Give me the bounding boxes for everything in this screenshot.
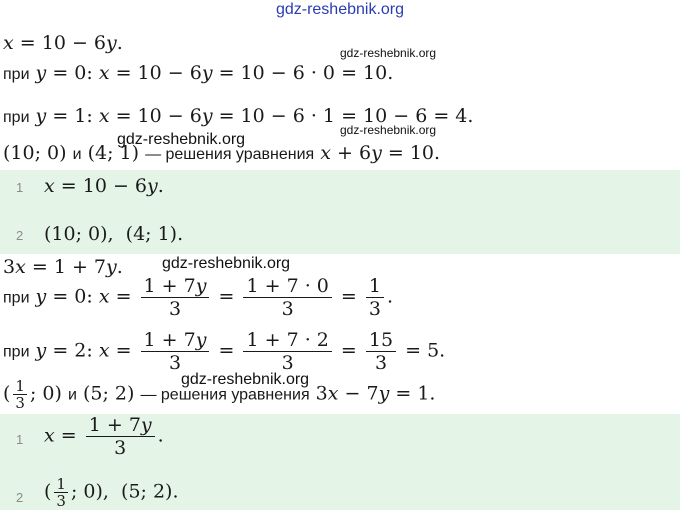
watermark: gdz-reshebnik.org (181, 371, 310, 388)
answer-line: ( $\frac{1}{3}$ ; 0), (5; 2). (44, 475, 179, 510)
line-number: 2 (16, 490, 24, 505)
case-line: при y = 2: x = $\frac{1 + 7y}{3}$ = $\frac{1 + 7 \cdot 2}{3}$ = $\frac{15}{3}$ = 5. (3, 329, 446, 374)
answer-line: (10; 0), (4; 1). (44, 223, 184, 245)
answer-line: x = $\frac{1 + 7y}{3}$ . (44, 414, 164, 459)
line-number: 1 (16, 180, 24, 195)
case-line: при y = 0: x = 10 − 6y = 10 − 6 · 0 = 10. (3, 62, 394, 84)
watermark: gdz-reshebnik.org (340, 46, 437, 60)
conclusion-line: ( $\frac{1}{3}$ ; 0) и (5; 2) — решения уравнения 3x − 7y = 1. (3, 377, 436, 412)
case-line: при y = 1: x = 10 − 6y = 10 − 6 · 1 = 10 − 6 = 4. (3, 105, 474, 127)
watermark-top: gdz-reshebnik.org (275, 1, 405, 18)
equation-line: x = 10 − 6y. (3, 32, 123, 54)
watermark: gdz-reshebnik.org (340, 123, 437, 137)
answer-line: x = 10 − 6y. (44, 175, 164, 197)
watermark: gdz-reshebnik.org (162, 255, 291, 272)
line-number: 1 (16, 432, 24, 447)
answer-box (0, 170, 680, 254)
answer-box (0, 414, 680, 510)
conclusion-line: (10; 0) и (4; 1) — решения уравнения x + 6y = 10. (3, 142, 441, 164)
line-number: 2 (16, 228, 24, 243)
case-line: при y = 0: x = $\frac{1 + 7y}{3}$ = $\frac{1 + 7 \cdot 0}{3}$ = $\frac{1}{3}$ . (3, 275, 394, 320)
equation-line: 3x = 1 + 7y. (3, 256, 123, 278)
watermark: gdz-reshebnik.org (117, 131, 246, 148)
